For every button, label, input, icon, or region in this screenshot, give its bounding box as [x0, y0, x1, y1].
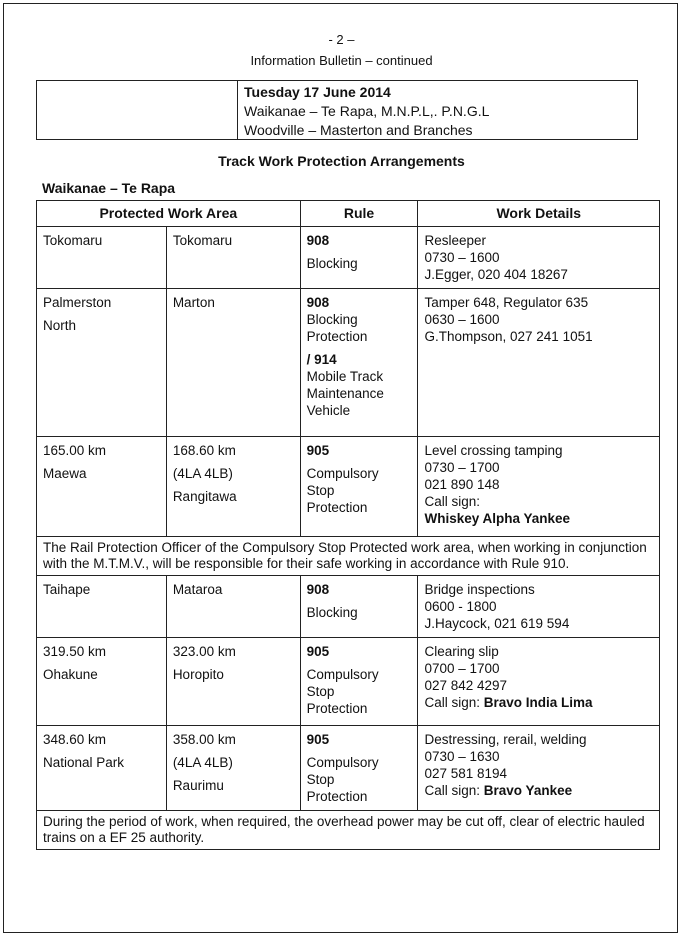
work-area-to-text: 323.00 km	[172, 644, 236, 659]
section-title: Track Work Protection Arrangements	[218, 153, 465, 169]
work-area-from-text: North	[43, 318, 77, 333]
work-detail-line: 0700 – 1700	[424, 661, 500, 676]
work-area-to-cell	[166, 726, 300, 811]
table-row	[37, 576, 660, 638]
rule-description-line: Stop	[306, 772, 335, 787]
work-area-to-text: Mataroa	[172, 582, 223, 597]
rule-cell	[300, 289, 418, 437]
work-detail-line: Level crossing tamping	[424, 443, 563, 458]
note-row	[37, 537, 660, 576]
work-detail-line: 027 581 8194	[424, 766, 508, 781]
rule-description	[307, 666, 412, 717]
bulletin-line-2: Woodville – Masterton and Branches	[244, 122, 473, 138]
work-area-to-text: Horopito	[172, 667, 224, 682]
work-area-from-text: National Park	[43, 755, 125, 770]
work-area-from-cell	[37, 289, 167, 437]
work-area-to-text: 168.60 km	[172, 443, 236, 458]
rule-number: 905	[306, 732, 330, 747]
work-area-to-text: (4LA 4LB)	[172, 755, 233, 770]
rule-extra-number: / 914	[306, 352, 337, 367]
rule-extra-line: Maintenance	[306, 386, 384, 401]
rule-description	[307, 255, 412, 272]
work-detail-line: Resleeper	[424, 233, 487, 248]
rule-description-line: Protection	[306, 701, 368, 716]
work-detail-line: 027 842 4297	[424, 678, 508, 693]
work-area-from-text: 165.00 km	[43, 443, 107, 458]
work-area-to-cell	[166, 576, 300, 638]
work-detail-line: Tamper 648, Regulator 635	[424, 295, 589, 310]
header-protected-work-area: Protected Work Area	[37, 201, 301, 227]
rule-description-line: Protection	[306, 789, 368, 804]
table-row	[37, 437, 660, 537]
rule-extra-line: Mobile Track	[306, 369, 384, 384]
rule-number: 908	[306, 233, 330, 248]
work-detail-line: Bridge inspections	[424, 582, 535, 597]
work-area-to-text: Raurimu	[172, 778, 224, 793]
work-detail-line: 021 890 148	[424, 477, 500, 492]
rule-cell	[300, 726, 418, 811]
call-sign-label: Call sign:	[424, 494, 481, 509]
rule-description-line: Compulsory	[306, 667, 379, 682]
rule-description	[307, 754, 412, 805]
work-detail-line: 0630 – 1600	[424, 312, 500, 327]
bulletin-date-box	[36, 80, 638, 140]
work-area-to-cell	[166, 227, 300, 289]
work-detail-line: J.Haycock, 021 619 594	[424, 616, 570, 631]
rule-description-line: Blocking	[306, 312, 358, 327]
work-area-to-text: 358.00 km	[172, 732, 236, 747]
rule-cell	[300, 576, 418, 638]
rule-cell	[300, 227, 418, 289]
work-detail-line: Destressing, rerail, welding	[424, 732, 587, 747]
work-details-cell	[418, 437, 660, 537]
work-detail-line: 0600 - 1800	[424, 599, 497, 614]
rule-description-line: Compulsory	[306, 466, 379, 481]
rule-description-line: Stop	[306, 483, 335, 498]
bulletin-line-1: Waikanae – Te Rapa, M.N.P.L,. P.N.G.L	[244, 103, 490, 119]
page-number: - 2 –	[328, 32, 355, 47]
work-area-from-text: Palmerston	[43, 295, 112, 310]
work-area-from-text: Ohakune	[43, 667, 98, 682]
rule-description-line: Stop	[306, 684, 335, 699]
work-details-cell	[418, 726, 660, 811]
work-area-from-cell	[37, 726, 167, 811]
work-area-from-text: 319.50 km	[43, 644, 107, 659]
call-sign-line	[424, 493, 653, 527]
call-sign-line	[424, 782, 653, 799]
work-detail-line: G.Thompson, 027 241 1051	[424, 329, 593, 344]
work-area-from-cell	[37, 576, 167, 638]
work-details-cell	[418, 289, 660, 437]
note-row	[37, 811, 660, 850]
table-row	[37, 227, 660, 289]
rule-cell	[300, 437, 418, 537]
work-area-to-cell	[166, 437, 300, 537]
work-area-to-text: Rangitawa	[172, 489, 237, 504]
work-detail-line: J.Egger, 020 404 18267	[424, 267, 568, 282]
call-sign-value: Bravo India Lima	[483, 695, 593, 710]
rule-description-line: Protection	[306, 329, 368, 344]
work-detail-line: Clearing slip	[424, 644, 499, 659]
work-area-to-text: Tokomaru	[172, 233, 233, 248]
rule-number: 908	[306, 295, 330, 310]
work-detail-line: 0730 – 1600	[424, 250, 500, 265]
rule-extra-line: Vehicle	[306, 403, 351, 418]
rule-description-line: Blocking	[306, 256, 358, 271]
rule-description-line: Compulsory	[306, 755, 379, 770]
bulletin-date: Tuesday 17 June 2014	[244, 84, 391, 100]
work-detail-line: 0730 – 1700	[424, 460, 500, 475]
bulletin-subtitle: Information Bulletin – continued	[250, 53, 433, 68]
rule-description-line: Blocking	[306, 605, 358, 620]
header-rule: Rule	[300, 201, 418, 227]
work-area-from-text: Maewa	[43, 466, 87, 481]
table-row	[37, 638, 660, 726]
rule-description	[307, 604, 412, 621]
work-area-to-cell	[166, 638, 300, 726]
call-sign-line	[424, 694, 653, 711]
table-row	[37, 289, 660, 437]
header-work-details: Work Details	[418, 201, 660, 227]
work-details-cell	[418, 638, 660, 726]
rule-number: 905	[306, 644, 330, 659]
call-sign-label: Call sign:	[424, 695, 481, 710]
track-work-table	[36, 200, 660, 850]
work-area-from-text: Taihape	[43, 582, 91, 597]
work-area-from-text: Tokomaru	[43, 233, 103, 248]
note-text: The Rail Protection Officer of the Compulsory Stop Protected work area, when working in conjunction with the M.T.M.V., will be responsible for their safe working in accordance with Rule 910.	[37, 537, 660, 576]
rule-cell	[300, 638, 418, 726]
rule-description-line: Protection	[306, 500, 368, 515]
work-area-to-cell	[166, 289, 300, 437]
rule-number: 908	[306, 582, 330, 597]
rule-description	[307, 465, 412, 516]
work-area-from-cell	[37, 437, 167, 537]
work-details-cell	[418, 227, 660, 289]
table-row	[37, 726, 660, 811]
box-divider	[237, 81, 238, 139]
call-sign-value: Whiskey Alpha Yankee	[424, 511, 571, 526]
note-text: During the period of work, when required, the overhead power may be cut off, clear of electric hauled trains on a EF 25 authority.	[37, 811, 660, 850]
rule-description	[307, 311, 412, 345]
work-area-to-text: (4LA 4LB)	[172, 466, 233, 481]
table-header-row	[37, 201, 660, 227]
route-title: Waikanae – Te Rapa	[42, 180, 176, 196]
rule-number: 905	[306, 443, 330, 458]
work-area-from-text: 348.60 km	[43, 732, 107, 747]
work-detail-line: 0730 – 1630	[424, 749, 500, 764]
work-area-from-cell	[37, 638, 167, 726]
work-area-to-text: Marton	[172, 295, 215, 310]
call-sign-value: Bravo Yankee	[483, 783, 573, 798]
call-sign-label: Call sign:	[424, 783, 481, 798]
work-area-from-cell	[37, 227, 167, 289]
work-details-cell	[418, 576, 660, 638]
